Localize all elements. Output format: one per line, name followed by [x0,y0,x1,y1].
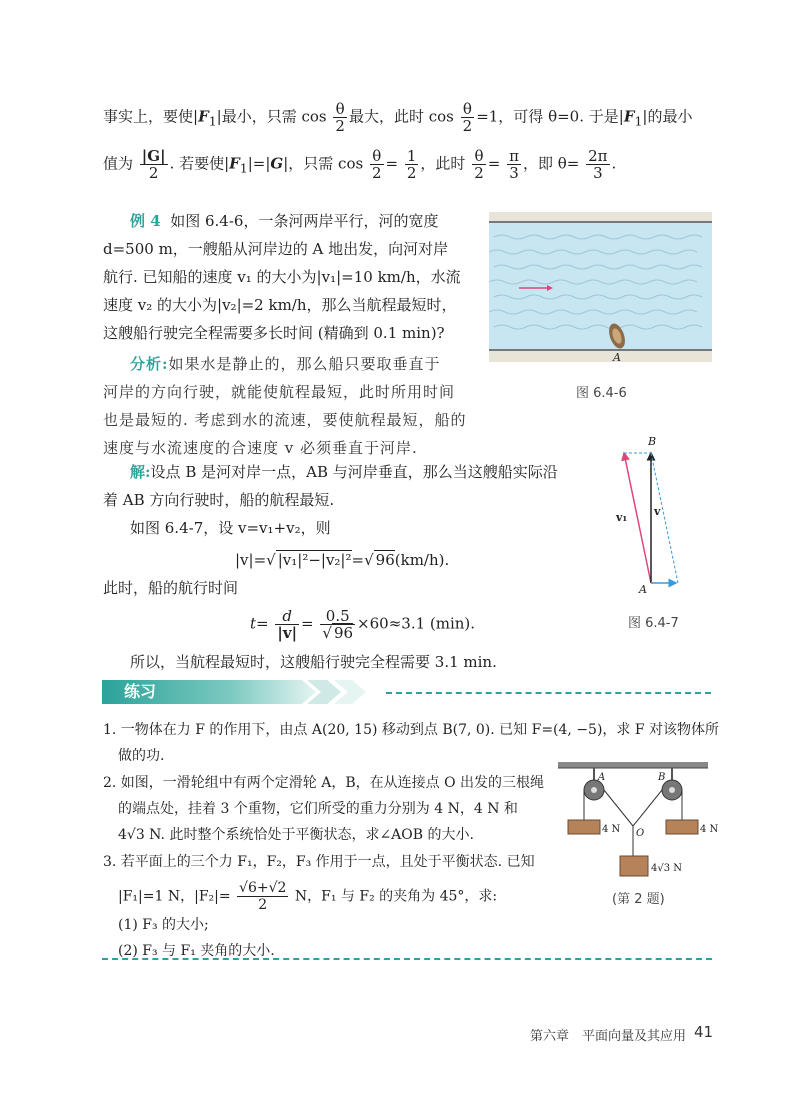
svg-text:4 N: 4 N [602,824,621,835]
exercise-q1-line-1: 1. 一物体在力 F 的作用下，由点 A(20, 15) 移动到点 B(7, 0). 已知 F=(4, −5)，求 F 对该物体所 [103,722,720,738]
exercise-q3-line-1: 3. 若平面上的三个力 F₁，F₂，F₃ 作用于一点，且处于平衡状态. 已知 [103,854,535,870]
equation-2: t= $\frac{d}{|v|}$ = $\frac{0.5}{√ 96}$ ×60≈3.1 (min). [250,607,476,642]
solution-label: 解: [130,463,151,481]
svg-text:B: B [658,772,666,783]
intro-line-1: 事实上，要使$|F_1|$最小，只需 cos $\frac{\theta}{2}$ 最大，此时 cos $\frac{\theta}{2}$ =1，可得 θ=0. 于是$|F_1|$的最小 [103,100,693,135]
fig-6-4-6-caption: 图 6.4-6 [576,386,627,401]
vector-v1 [624,453,651,583]
example-4-line-4: 速度 v₂ 的大小为|v₂|=2 km/h，那么当航程最短时， [103,296,457,314]
exercise-top-divider [386,692,711,694]
analysis-line-1: 分析:如果水是静止的，那么船只要取垂直于 [130,355,441,373]
example-4-line-5: 这艘船行驶完全程需要多长时间 (精确到 0.1 min)? [103,324,445,342]
svg-text:A: A [598,772,606,783]
analysis-line-4: 速度与水流速度的合速度 v 必须垂直于河岸. [103,439,418,457]
pulley-figure [548,758,718,883]
svg-text:4√3 N: 4√3 N [651,863,683,874]
analysis-label: 分析: [130,355,169,373]
exercise-q2-line-3: 4√3 N. 此时整个系统恰处于平衡状态，求∠AOB 的大小. [118,827,474,843]
frac-2pi-3: $\frac{2\pi}{3}$ [588,147,608,182]
example-4-line-2: d=500 m，一艘船从河岸边的 A 地出发，向河对岸 [103,240,449,258]
exercise-q3-part-1: (1) F₃ 的大小; [118,917,209,933]
weight-1-icon [568,820,600,834]
frac-theta-2: $\frac{\theta}{2}$ [335,100,345,135]
exercise-q2-line-2: 的端点处，挂着 3 个重物，它们所受的重力分别为 4 N，4 N 和 [118,801,518,817]
solution-line-1: 解:设点 B 是河对岸一点，AB 与河岸垂直，那么当这艘船实际沿 [130,463,558,481]
exercise-q3-line-2: |F₁|=1 N，|F₂|= $\frac{√6+√2}{2}$ N，F₁ 与 F₂ 的夹角为 45°，求: [118,880,498,913]
pulley-caption: (第 2 题) [612,892,665,907]
svg-text:4 N: 4 N [700,824,718,835]
exercise-q2-line-1: 2. 如图，一滑轮组中有两个定滑轮 A，B，在从连接点 O 出发的三根绳 [103,775,545,791]
vector-label-v: v [654,505,661,518]
exercise-q1-line-2: 做的功. [118,748,165,764]
solution-line-5: 所以，当航程最短时，这艘船行驶完全程需要 3.1 min. [130,653,497,671]
vector-label-A: A [639,583,647,596]
frac-pi-3: $\frac{\pi}{3}$ [509,147,519,182]
vector-figure [606,433,686,598]
equation-1: |v|=√ |v₁|²−|v₂|²=√ 96(km/h). [235,551,450,569]
exercise-q3-part-2: (2) F₃ 与 F₁ 夹角的大小. [118,943,275,959]
example-label: 例 4 [130,212,161,230]
frac-theta-2c: $\frac{\theta}{2}$ [371,147,382,182]
solution-line-2: 着 AB 方向行驶时，船的航程最短. [103,491,335,509]
example-4-line-1: 例 4 如图 6.4-6，一条河两岸平行，河的宽度 [130,212,439,230]
weight-2-icon [666,820,698,834]
frac-1-2: $\frac{1}{2}$ [406,147,417,182]
example-4-line-3: 航行. 已知船的速度 v₁ 的大小为|v₁|=10 km/h，水流 [103,268,461,286]
frac-G-2: $\frac{|G|}{2}$ [141,147,166,182]
river-figure [489,212,712,362]
exercise-bottom-divider [102,958,712,960]
solution-line-3: 如图 6.4-7，设 v=v₁+v₂，则 [130,519,331,537]
river-label-A: A [613,351,621,362]
frac-theta-2b: $\frac{\theta}{2}$ [462,100,473,135]
footer-chapter: 第六章 平面向量及其应用 [530,1029,687,1044]
intro-line-2: 值为 $\frac{|G|}{2}$ . 若要使$|F_1|=|G|$，只需 cos $\frac{\theta}{2}$ = $\frac{1}{2}$ ，此时 $\frac{\theta}{2}$ = $\frac{\pi}{3}$ ，即 θ= $\frac{2\pi}{3}$ . [103,147,617,182]
fig-6-4-7-caption: 图 6.4-7 [628,616,679,631]
vector-label-v1: v₁ [616,511,628,524]
solution-line-4: 此时，船的航行时间 [103,579,239,597]
page-number: 41 [694,1023,714,1041]
analysis-line-2: 河岸的方向行驶，就能使航程最短，此时所用时间 [103,383,456,401]
vector-label-B: B [648,435,657,448]
exercise-title: 练习 [124,682,157,701]
svg-text:O: O [636,828,645,839]
weight-3-icon [620,856,648,876]
analysis-line-3: 也是最短的. 考虑到水的流速，要使航程最短，船的 [103,411,467,429]
frac-theta-2d: $\frac{\theta}{2}$ [474,147,484,182]
